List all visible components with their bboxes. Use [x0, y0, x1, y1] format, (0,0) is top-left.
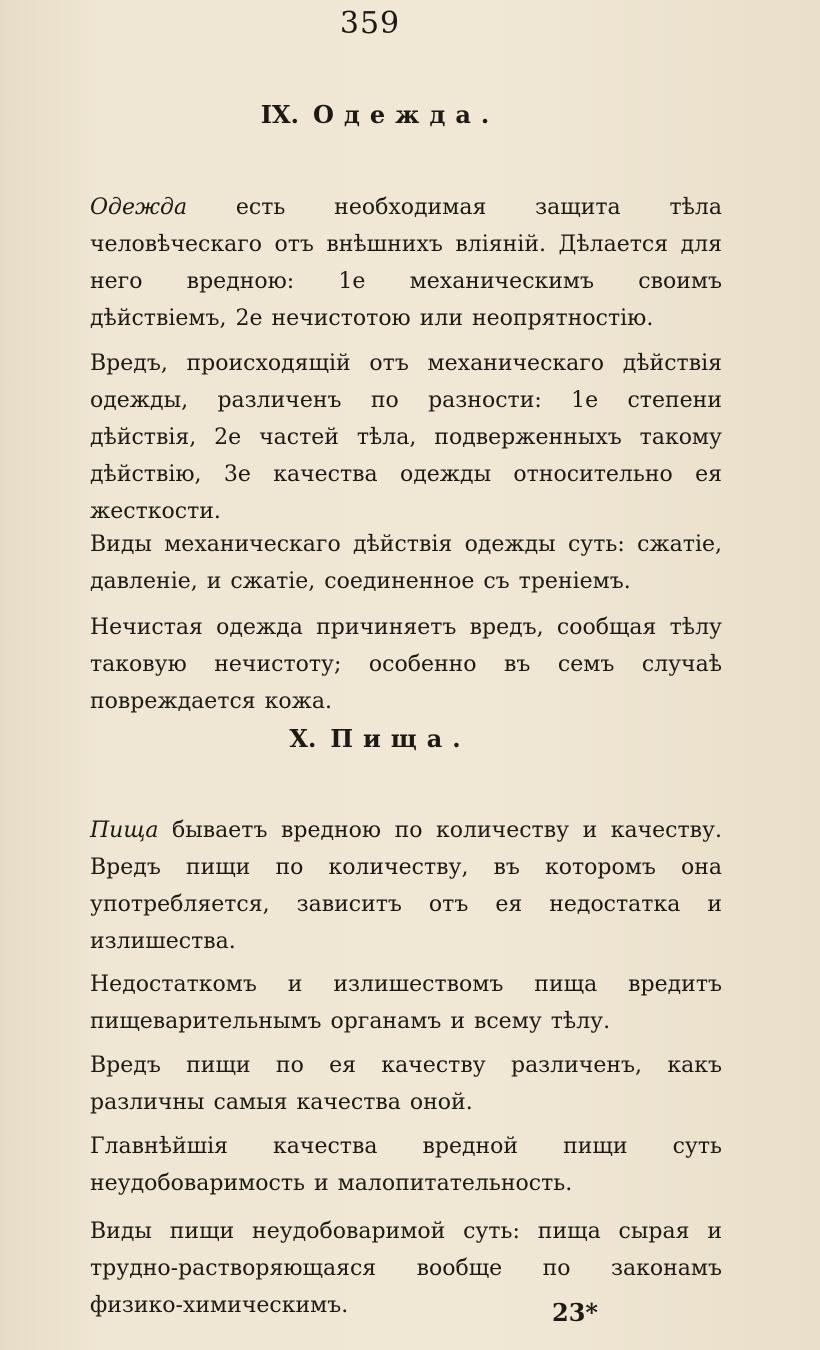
paragraph — [90, 1213, 722, 1324]
paragraph-text: Нечистая одежда причиняетъ вредъ, сообщая тѣлу таковую нечистоту; особенно въ семъ случаѣ повреждается кожа. — [90, 615, 722, 714]
paragraph-text: Главнѣйшія качества вредной пищи суть неудобоваримость и малопитательность. — [90, 1134, 722, 1196]
paragraph — [90, 189, 722, 337]
paragraph-text: Вредъ, происходящій отъ механическаго дѣйствія одежды, различенъ по разности: 1е степени дѣйствія, 2е частей тѣла, подверженныхъ такому дѣйствію, 3е качества одежды относительно ея жесткости. — [90, 351, 722, 524]
paragraph-lead-word: Одежда — [90, 195, 188, 220]
section-heading-food — [0, 724, 760, 753]
paragraph-text: Недостаткомъ и излишествомъ пища вредитъ пищеварительнымъ органамъ и всему тѣлу. — [90, 972, 722, 1034]
section-heading-clothing — [0, 100, 760, 129]
paragraph-text: бываетъ вредною по количеству и качеству. Вредъ пищи по количеству, въ которомъ она употребляется, зависитъ отъ ея недостатка и излишества. — [90, 818, 722, 954]
paragraph — [90, 526, 722, 600]
section-title: Одежда. — [312, 100, 500, 129]
signature-mark: 23* — [552, 1298, 598, 1327]
section-number: X. — [289, 724, 317, 753]
paragraph-lead-word: Пища — [90, 818, 159, 843]
paragraph — [90, 345, 722, 530]
page-number: 359 — [339, 6, 401, 41]
paragraph — [90, 1128, 722, 1202]
section-title: Пища. — [330, 724, 471, 753]
paragraph — [90, 966, 722, 1040]
section-number: IX. — [260, 100, 299, 129]
paragraph-text: Вредъ пищи по ея качеству различенъ, какъ различны самыя качества оной. — [90, 1053, 722, 1115]
paragraph — [90, 609, 722, 720]
paragraph — [90, 1047, 722, 1121]
paragraph-text: Виды механическаго дѣйствія одежды суть: сжатіе, давленіе, и сжатіе, соединенное съ треніемъ. — [90, 532, 722, 594]
paragraph-text: есть необходимая защита тѣла человѣческаго отъ внѣшнихъ вліяній. Дѣлается для него вредною: 1е механическимъ своимъ дѣйствіемъ, 2е нечистотою или неопрятностію. — [90, 195, 722, 331]
paragraph-text: Виды пищи неудобоваримой суть: пища сырая и трудно-растворяющаяся вообще по законамъ физико-химическимъ. — [90, 1219, 722, 1318]
paragraph — [90, 812, 722, 960]
